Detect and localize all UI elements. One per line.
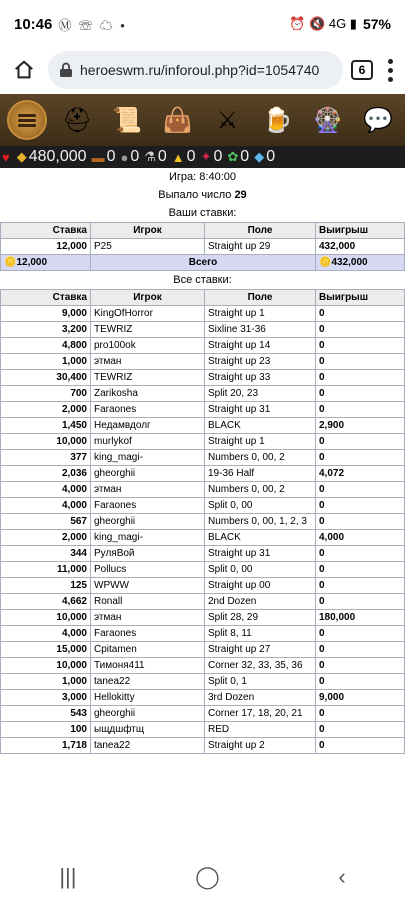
cell-win: 0	[316, 322, 405, 338]
cell-player[interactable]: РуляВой	[91, 546, 205, 562]
total-row	[1, 255, 405, 271]
cell-stake: 4,000	[1, 498, 91, 514]
cell-player[interactable]: pro100ok	[91, 338, 205, 354]
table-row	[1, 514, 405, 530]
cell-player[interactable]: этман	[91, 354, 205, 370]
status-system-icons: ⏰ 🔇 4G ▮	[289, 16, 357, 31]
cell-win: 0	[316, 514, 405, 530]
your-bets-title: Ваши ставки:	[168, 207, 237, 219]
total-label: Всего	[91, 255, 316, 271]
resource-icon: ✿	[227, 149, 239, 164]
cell-win: 4,072	[316, 466, 405, 482]
all-bets-table	[0, 289, 405, 754]
cell-player[interactable]: Недамвдолг	[91, 418, 205, 434]
cell-player[interactable]: Тимоня411	[91, 658, 205, 674]
resource-icon: ▲	[171, 149, 185, 165]
cell-stake: 700	[1, 386, 91, 402]
cell-win: 0	[316, 306, 405, 322]
resource-icon: ▬	[91, 149, 105, 165]
cell-player[interactable]: gheorghii	[91, 466, 205, 482]
resource-value: 0	[213, 148, 223, 165]
cell-win: 0	[316, 626, 405, 642]
table-row	[1, 738, 405, 754]
table-row	[1, 482, 405, 498]
cell-win: 432,000	[316, 239, 405, 255]
cell-stake: 125	[1, 578, 91, 594]
gold-icon: 🪙	[319, 257, 332, 268]
cell-player[interactable]: gheorghii	[91, 514, 205, 530]
cell-win: 0	[316, 658, 405, 674]
cell-stake: 11,000	[1, 562, 91, 578]
table-row	[1, 338, 405, 354]
table-row	[1, 239, 405, 255]
browser-toolbar	[0, 50, 405, 90]
table-row	[1, 498, 405, 514]
crossed-swords-icon[interactable]: ⚔	[216, 106, 239, 134]
resource-value: 0	[240, 148, 250, 165]
table-row	[1, 402, 405, 418]
cell-stake: 10,000	[1, 610, 91, 626]
cell-field: Split 0, 1	[205, 674, 316, 690]
cell-stake: 2,036	[1, 466, 91, 482]
cell-win: 0	[316, 402, 405, 418]
cell-player[interactable]: Faraones	[91, 498, 205, 514]
cell-win: 4,000	[316, 530, 405, 546]
table-row	[1, 354, 405, 370]
cell-stake: 30,400	[1, 370, 91, 386]
cell-win: 0	[316, 706, 405, 722]
table-row	[1, 466, 405, 482]
cell-field: Straight up 23	[205, 354, 316, 370]
cell-field: Numbers 0, 00, 2	[205, 482, 316, 498]
resource-value: 0	[130, 148, 140, 165]
cell-stake: 3,200	[1, 322, 91, 338]
table-row	[1, 690, 405, 706]
cell-stake: 1,718	[1, 738, 91, 754]
result-line	[0, 186, 405, 204]
roulette-info	[0, 168, 405, 754]
cell-player[interactable]: KingOfHorror	[91, 306, 205, 322]
cell-field: Corner 17, 18, 20, 21	[205, 706, 316, 722]
status-bar	[0, 0, 405, 48]
cell-stake: 377	[1, 450, 91, 466]
table-row	[1, 322, 405, 338]
cell-win: 0	[316, 642, 405, 658]
cell-win: 0	[316, 722, 405, 738]
all-bets-title: Все ставки:	[173, 274, 232, 286]
cell-field: Straight up 31	[205, 546, 316, 562]
cell-player[interactable]: murlykof	[91, 434, 205, 450]
resource-value: 0	[266, 148, 276, 165]
header-win: Выигрыш	[316, 223, 405, 239]
cell-field: Straight up 2	[205, 738, 316, 754]
cell-player[interactable]: Faraones	[91, 626, 205, 642]
cell-win: 0	[316, 578, 405, 594]
cell-win: 2,900	[316, 418, 405, 434]
cell-stake: 344	[1, 546, 91, 562]
cell-stake: 10,000	[1, 434, 91, 450]
cell-field: BLACK	[205, 418, 316, 434]
chat-bubble-icon[interactable]: 💬	[362, 106, 393, 134]
cell-field: RED	[205, 722, 316, 738]
cell-stake: 12,000	[1, 239, 91, 255]
cell-stake: 4,662	[1, 594, 91, 610]
cell-field: Numbers 0, 00, 1, 2, 3	[205, 514, 316, 530]
header-win: Выигрыш	[316, 290, 405, 306]
cell-field: Split 0, 00	[205, 498, 316, 514]
resource-icon: ♥	[2, 149, 10, 165]
recent-apps-icon[interactable]: |||	[59, 863, 77, 889]
cell-stake: 2,000	[1, 402, 91, 418]
cell-win: 0	[316, 370, 405, 386]
header-stake: Ставка	[1, 290, 91, 306]
cell-stake: 543	[1, 706, 91, 722]
cell-field: Split 20, 23	[205, 386, 316, 402]
cell-field: Split 28, 29	[205, 610, 316, 626]
resource-value: 0	[106, 148, 116, 165]
cell-win: 180,000	[316, 610, 405, 626]
cell-player[interactable]: gheorghii	[91, 706, 205, 722]
resource-value: 480,000	[28, 148, 87, 165]
header-player: Игрок	[91, 290, 205, 306]
home-circle-icon[interactable]: ◯	[195, 863, 220, 889]
cell-field: Split 0, 00	[205, 562, 316, 578]
resource-icon: ◆	[16, 149, 27, 164]
status-time: 10:46	[14, 15, 53, 33]
cell-stake: 9,000	[1, 306, 91, 322]
cell-player: P25	[91, 239, 205, 255]
game-navigation	[0, 94, 405, 146]
roulette-icon[interactable]: 🎡	[312, 106, 343, 134]
header-stake: Ставка	[1, 223, 91, 239]
cell-win: 0	[316, 498, 405, 514]
table-row	[1, 642, 405, 658]
home-icon	[13, 59, 35, 81]
cell-field: Corner 32, 33, 35, 36	[205, 658, 316, 674]
resource-bar	[0, 146, 405, 168]
cell-stake: 2,000	[1, 530, 91, 546]
cell-stake: 15,000	[1, 642, 91, 658]
cell-player[interactable]: этман	[91, 482, 205, 498]
resource-icon: ✦	[200, 149, 212, 164]
game-menu-button[interactable]	[7, 100, 47, 140]
cell-player[interactable]: tanea22	[91, 674, 205, 690]
resource-icon: ◆	[254, 149, 265, 164]
cell-stake: 100	[1, 722, 91, 738]
table-row	[1, 434, 405, 450]
cell-field: Numbers 0, 00, 2	[205, 450, 316, 466]
cell-win: 0	[316, 386, 405, 402]
cell-player[interactable]: этман	[91, 610, 205, 626]
cell-win: 0	[316, 594, 405, 610]
cell-stake: 4,800	[1, 338, 91, 354]
more-menu-button[interactable]	[387, 59, 393, 82]
table-row	[1, 674, 405, 690]
cell-player[interactable]: WPWW	[91, 578, 205, 594]
cell-win: 0	[316, 338, 405, 354]
your-bets-table	[0, 222, 405, 271]
header-field: Поле	[205, 290, 316, 306]
gold-icon: 🪙	[4, 257, 17, 268]
battery-level: 57%	[362, 16, 391, 32]
home-button[interactable]	[8, 54, 40, 86]
resource-value: 0	[186, 148, 196, 165]
table-row	[1, 578, 405, 594]
cell-field: BLACK	[205, 530, 316, 546]
cell-field: Straight up 33	[205, 370, 316, 386]
table-row	[1, 306, 405, 322]
cell-player[interactable]: TEWRIZ	[91, 370, 205, 386]
cell-player[interactable]: king_magi-	[91, 450, 205, 466]
cell-field: Straight up 00	[205, 578, 316, 594]
cell-win: 0	[316, 450, 405, 466]
result-number: 29	[234, 189, 247, 201]
table-row	[1, 610, 405, 626]
table-row	[1, 706, 405, 722]
helmet-icon[interactable]: ⛑	[61, 106, 93, 134]
url-text: heroeswm.ru/inforoul.php?id=1054740	[80, 62, 320, 78]
cell-stake: 4,000	[1, 482, 91, 498]
table-row	[1, 562, 405, 578]
table-row	[1, 386, 405, 402]
android-navigation-bar	[0, 853, 405, 900]
cell-win: 9,000	[316, 690, 405, 706]
cell-player[interactable]: TEWRIZ	[91, 322, 205, 338]
cell-field: 3rd Dozen	[205, 690, 316, 706]
back-icon[interactable]: ‹	[338, 863, 346, 889]
cell-field: Straight up 1	[205, 306, 316, 322]
cell-field: Straight up 14	[205, 338, 316, 354]
table-header-row	[1, 290, 405, 306]
cell-win: 0	[316, 354, 405, 370]
cell-player[interactable]: king_magi-	[91, 530, 205, 546]
cell-stake: 1,000	[1, 354, 91, 370]
table-row	[1, 530, 405, 546]
cell-player[interactable]: Pollucs	[91, 562, 205, 578]
cell-player[interactable]: tanea22	[91, 738, 205, 754]
tavern-mug-icon[interactable]: 🍺	[262, 106, 293, 134]
tab-switcher-button[interactable]: 6	[351, 60, 373, 80]
resource-icon: ●	[120, 149, 129, 165]
bag-icon[interactable]: 👜	[162, 106, 193, 134]
resource-value: 0	[157, 148, 167, 165]
cell-win: 0	[316, 434, 405, 450]
game-time: Игра: 8:40:00	[169, 171, 236, 183]
total-stake-cell	[1, 255, 91, 271]
cell-stake: 1,000	[1, 674, 91, 690]
table-row	[1, 418, 405, 434]
table-row	[1, 594, 405, 610]
cell-stake: 3,000	[1, 690, 91, 706]
table-row	[1, 626, 405, 642]
cell-player[interactable]: Hellokitty	[91, 690, 205, 706]
cell-field: Split 8, 11	[205, 626, 316, 642]
cell-field: Straight up 31	[205, 402, 316, 418]
table-header-row	[1, 223, 405, 239]
status-notification-icons: Ⓜ ☏ ☁ •	[58, 17, 127, 33]
header-field: Поле	[205, 223, 316, 239]
map-scroll-icon[interactable]: 📜	[112, 106, 143, 134]
cell-win: 0	[316, 738, 405, 754]
cell-stake: 1,450	[1, 418, 91, 434]
cell-field: Sixline 31-36	[205, 322, 316, 338]
cell-stake: 567	[1, 514, 91, 530]
total-stake: 12,000	[16, 257, 48, 268]
cell-win: 0	[316, 674, 405, 690]
cell-player[interactable]: Faraones	[91, 402, 205, 418]
address-bar[interactable]	[48, 51, 343, 89]
table-row	[1, 546, 405, 562]
table-row	[1, 370, 405, 386]
cell-field: Straight up 29	[205, 239, 316, 255]
cell-player[interactable]: Ronall	[91, 594, 205, 610]
cell-player[interactable]: Zarikosha	[91, 386, 205, 402]
result-label: Выпало число	[158, 189, 232, 201]
header-player: Игрок	[91, 223, 205, 239]
cell-field: 2nd Dozen	[205, 594, 316, 610]
cell-field: 19-36 Half	[205, 466, 316, 482]
cell-win: 0	[316, 546, 405, 562]
table-row	[1, 722, 405, 738]
cell-win: 0	[316, 482, 405, 498]
resource-icon: ⚗	[144, 149, 156, 164]
cell-player[interactable]: Cpitamen	[91, 642, 205, 658]
cell-stake: 4,000	[1, 626, 91, 642]
lock-icon	[58, 62, 74, 78]
cell-win: 0	[316, 562, 405, 578]
cell-field: Straight up 1	[205, 434, 316, 450]
table-row	[1, 450, 405, 466]
table-row	[1, 658, 405, 674]
cell-field: Straight up 27	[205, 642, 316, 658]
cell-stake: 10,000	[1, 658, 91, 674]
cell-player[interactable]: ыщдшфтщ	[91, 722, 205, 738]
total-win: 432,000	[331, 257, 368, 268]
total-win-cell	[316, 255, 405, 271]
